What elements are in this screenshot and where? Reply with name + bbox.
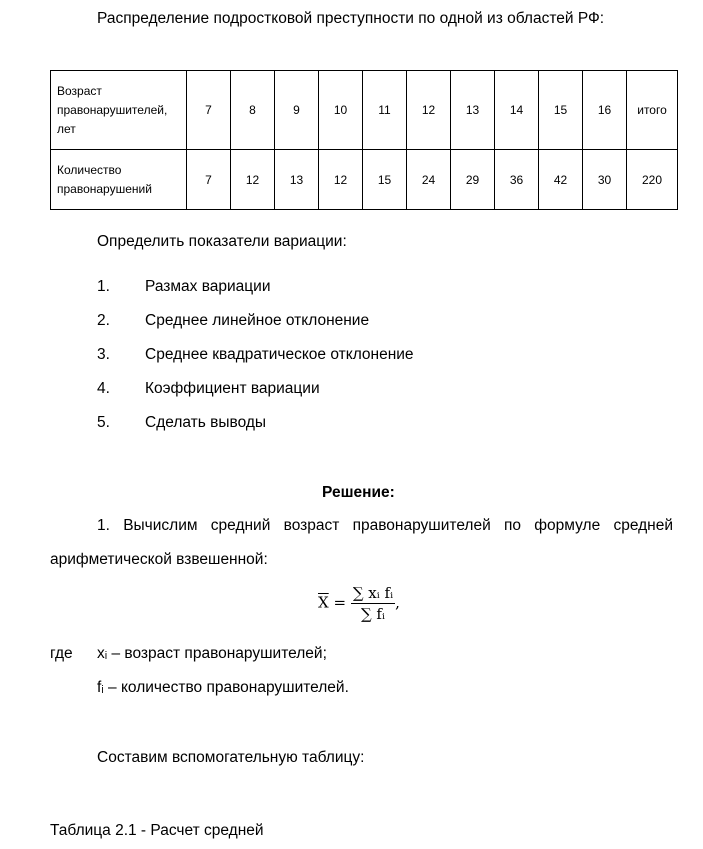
table-cell: 30 — [583, 150, 627, 210]
table-cell: 12 — [319, 150, 363, 210]
table-cell: 10 — [319, 71, 363, 150]
table-cell: 8 — [231, 71, 275, 150]
step1-text-cont: арифметической взвешенной: — [50, 551, 268, 568]
task-intro: Определить показатели вариации: — [97, 233, 347, 250]
legend-f: fᵢ – количество правонарушителей. — [97, 679, 349, 696]
table-cell: 16 — [583, 71, 627, 150]
table-cell: 12 — [231, 150, 275, 210]
list-item: Сделать выводы — [145, 414, 267, 431]
formula-tail: , — [395, 593, 400, 612]
table-cell: 42 — [539, 150, 583, 210]
table-cell: 7 — [187, 71, 231, 150]
formula-equals: = — [333, 593, 347, 612]
list-item-number: 4. — [97, 380, 110, 397]
formula-lhs: $\overline{X}$ — [318, 593, 329, 612]
page-title: Распределение подростковой преступности по одной из областей РФ: — [97, 10, 605, 27]
table-cell: 11 — [363, 71, 407, 150]
table-row — [51, 71, 678, 150]
row-header-age: Возраст правонарушителей, лет — [51, 71, 187, 150]
formula-fraction — [351, 583, 395, 624]
list-item: Размах вариации — [145, 278, 271, 295]
table-cell: 24 — [407, 150, 451, 210]
mean-formula — [318, 583, 400, 624]
table-cell: 12 — [407, 71, 451, 150]
list-item: Среднее линейное отклонение — [145, 312, 370, 329]
table-cell: 13 — [275, 150, 319, 210]
table-cell-total: 220 — [627, 150, 678, 210]
table-cell: 9 — [275, 71, 319, 150]
table-cell-total: итого — [627, 71, 678, 150]
row-header-count: Количество правонарушений — [51, 150, 187, 210]
table-cell: 15 — [363, 150, 407, 210]
table-cell: 29 — [451, 150, 495, 210]
step1-text: 1. Вычислим средний возраст правонарушителей по формуле средней — [97, 517, 673, 534]
list-item-number: 5. — [97, 414, 110, 431]
table-cell: 15 — [539, 71, 583, 150]
formula-denominator: ∑ fᵢ — [360, 605, 385, 623]
list-item-number: 3. — [97, 346, 110, 363]
legend-x: xᵢ – возраст правонарушителей; — [97, 645, 327, 662]
aux-table-intro: Составим вспомогательную таблицу: — [97, 749, 365, 766]
table-caption: Таблица 2.1 - Расчет средней — [50, 822, 264, 839]
table-cell: 36 — [495, 150, 539, 210]
list-item: Среднее квадратическое отклонение — [145, 346, 414, 363]
list-item-number: 2. — [97, 312, 110, 329]
list-item: Коэффициент вариации — [145, 380, 320, 397]
table-cell: 7 — [187, 150, 231, 210]
table-cell: 13 — [451, 71, 495, 150]
where-label: где — [50, 645, 73, 662]
list-item-number: 1. — [97, 278, 110, 295]
formula-numerator: ∑ xᵢ fᵢ — [352, 584, 394, 602]
distribution-table — [50, 70, 678, 210]
solution-heading: Решение: — [322, 484, 395, 501]
table-cell: 14 — [495, 71, 539, 150]
table-row — [51, 150, 678, 210]
